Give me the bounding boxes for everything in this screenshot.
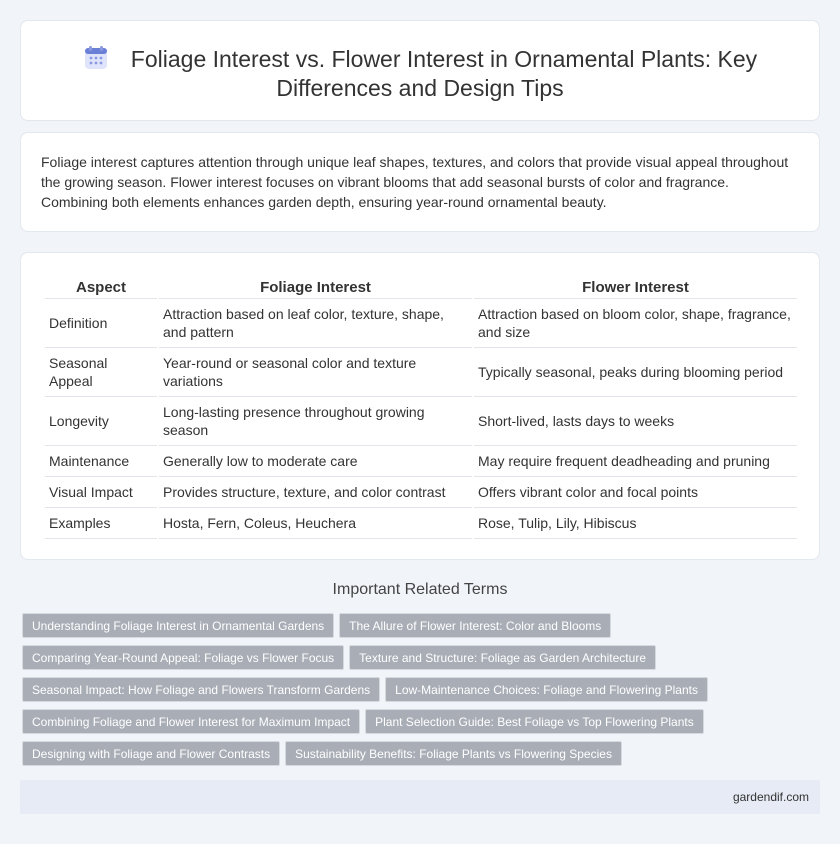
related-term-tag[interactable]: Comparing Year-Round Appeal: Foliage vs Flower Focus bbox=[22, 645, 344, 670]
cell-flower: May require frequent deadheading and pruning bbox=[474, 446, 797, 477]
table-row bbox=[45, 348, 797, 397]
cell-foliage: Attraction based on leaf color, texture, shape, and pattern bbox=[159, 299, 472, 348]
comparison-table-card bbox=[20, 252, 820, 560]
cell-foliage: Year-round or seasonal color and texture variations bbox=[159, 348, 472, 397]
cell-foliage: Generally low to moderate care bbox=[159, 446, 472, 477]
page-title: Foliage Interest vs. Flower Interest in Ornamental Plants: Key Differences and Design Tips bbox=[130, 46, 758, 101]
header-foliage-interest: Foliage Interest bbox=[159, 277, 472, 299]
cell-foliage: Provides structure, texture, and color contrast bbox=[159, 477, 472, 508]
related-term-tag[interactable]: Combining Foliage and Flower Interest for Maximum Impact bbox=[22, 709, 360, 734]
related-term-tag[interactable]: Plant Selection Guide: Best Foliage vs Top Flowering Plants bbox=[365, 709, 704, 734]
page-title-wrap bbox=[21, 45, 819, 103]
related-term-tag[interactable]: Understanding Foliage Interest in Ornamental Gardens bbox=[22, 613, 334, 638]
tag-row bbox=[22, 677, 812, 709]
related-term-tag[interactable]: The Allure of Flower Interest: Color and Blooms bbox=[339, 613, 611, 638]
related-terms-title: Important Related Terms bbox=[332, 581, 508, 598]
related-term-tag[interactable]: Sustainability Benefits: Foliage Plants vs Flowering Species bbox=[285, 741, 622, 766]
table-row bbox=[45, 508, 797, 539]
table-row bbox=[45, 299, 797, 348]
related-terms-list bbox=[22, 613, 812, 773]
table-row bbox=[45, 397, 797, 446]
cell-foliage: Hosta, Fern, Coleus, Heuchera bbox=[159, 508, 472, 539]
related-term-tag[interactable]: Seasonal Impact: How Foliage and Flowers Transform Gardens bbox=[22, 677, 380, 702]
footer-site-link[interactable]: gardendif.com bbox=[732, 790, 809, 804]
cell-aspect: Visual Impact bbox=[45, 477, 157, 508]
tag-row bbox=[22, 613, 812, 645]
cell-aspect: Seasonal Appeal bbox=[45, 348, 157, 397]
intro-paragraph: Foliage interest captures attention through unique leaf shapes, textures, and colors that provide visual appeal throughout the growing season. Flower interest focuses on vibrant blooms that add seasonal bursts of color and fragrance. Combining both elements enhances garden depth, ensuring year-round ornamental beauty. bbox=[41, 154, 789, 210]
header-aspect: Aspect bbox=[45, 277, 157, 299]
table-row bbox=[45, 446, 797, 477]
intro-card bbox=[20, 132, 820, 232]
cell-flower: Short-lived, lasts days to weeks bbox=[474, 397, 797, 446]
related-term-tag[interactable]: Low-Maintenance Choices: Foliage and Flowering Plants bbox=[385, 677, 708, 702]
cell-flower: Attraction based on bloom color, shape, fragrance, and size bbox=[474, 299, 797, 348]
tag-row bbox=[22, 709, 812, 741]
cell-aspect: Longevity bbox=[45, 397, 157, 446]
calendar-icon bbox=[83, 45, 109, 71]
cell-aspect: Maintenance bbox=[45, 446, 157, 477]
header-flower-interest: Flower Interest bbox=[474, 277, 797, 299]
cell-flower: Rose, Tulip, Lily, Hibiscus bbox=[474, 508, 797, 539]
cell-flower: Offers vibrant color and focal points bbox=[474, 477, 797, 508]
related-term-tag[interactable]: Designing with Foliage and Flower Contrasts bbox=[22, 741, 280, 766]
cell-foliage: Long-lasting presence throughout growing season bbox=[159, 397, 472, 446]
cell-aspect: Definition bbox=[45, 299, 157, 348]
comparison-table bbox=[43, 277, 799, 539]
cell-aspect: Examples bbox=[45, 508, 157, 539]
cell-flower: Typically seasonal, peaks during blooming period bbox=[474, 348, 797, 397]
related-term-tag[interactable]: Texture and Structure: Foliage as Garden Architecture bbox=[349, 645, 656, 670]
tag-row bbox=[22, 741, 812, 773]
table-row bbox=[45, 477, 797, 508]
footer bbox=[20, 780, 820, 814]
tag-row bbox=[22, 645, 812, 677]
header-card bbox=[20, 20, 820, 121]
table-header-row bbox=[45, 277, 797, 299]
